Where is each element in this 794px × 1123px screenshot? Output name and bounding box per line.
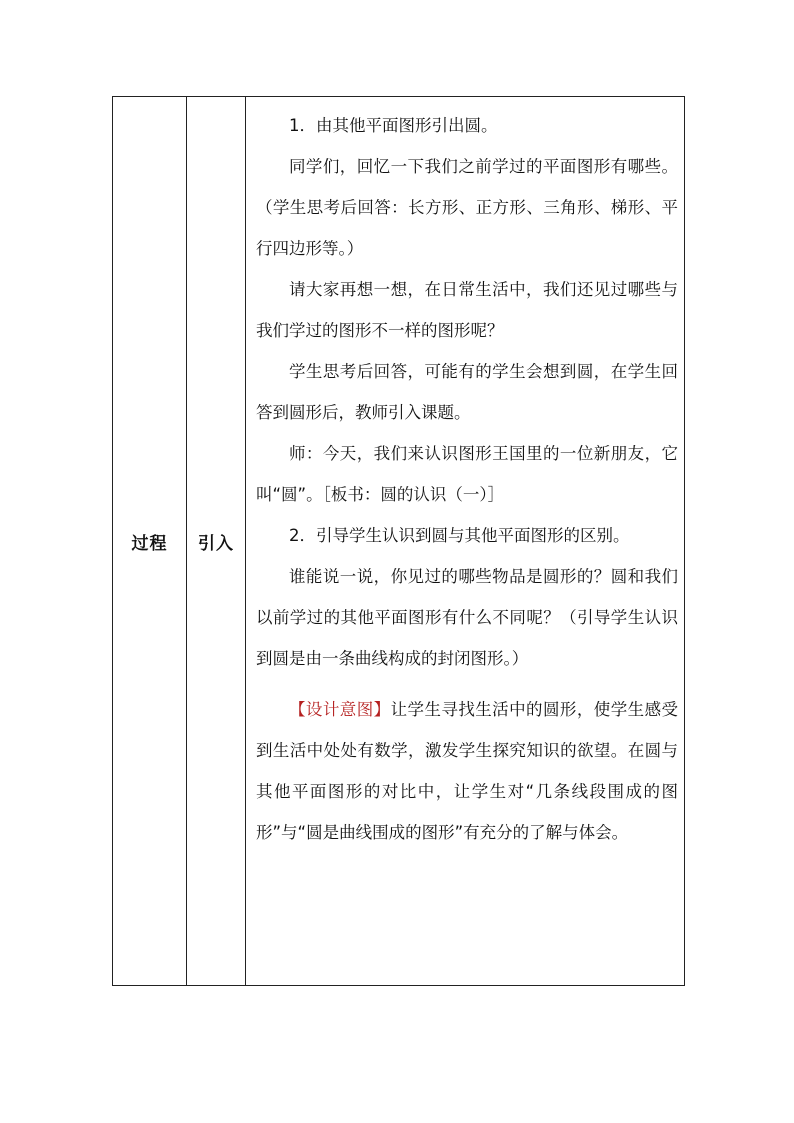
sub-stage-cell [187, 97, 246, 986]
paragraph-student-answer: 学生思考后回答，可能有的学生会想到圆，在学生回答到圆形后，教师引入课题。 [256, 362, 678, 422]
table-row [113, 97, 685, 986]
design-intent-text: 让学生寻找生活中的圆形，使学生感受到生活中处处有数学，激发学生探究知识的欲望。在圆与其他平面图形的对比中，让学生对“几条线段围成的图形”与“圆是曲线围成的图形”有充分的了解与体会。 [256, 700, 679, 842]
paragraph-think: 请大家再想一想，在日常生活中，我们还见过哪些与我们学过的图形不一样的图形呢？ [256, 280, 678, 340]
stage-label: 过程 [131, 533, 168, 554]
design-intent-tag: 【设计意图】 [289, 700, 391, 719]
step-1-heading: 1．由其他平面图形引出圆。 [289, 116, 498, 135]
content-cell [246, 97, 685, 986]
step-2-heading: 2．引导学生认识到圆与其他平面图形的区别。 [289, 526, 630, 545]
stage-cell [113, 97, 187, 986]
design-intent-paragraph [256, 689, 678, 853]
paragraph-teacher: 师：今天，我们来认识图形王国里的一位新朋友，它叫“圆”。［板书：圆的认识（一）］ [256, 444, 678, 504]
sub-stage-label: 引入 [198, 533, 234, 554]
paragraph-discussion: 谁能说一说，你见过的哪些物品是圆形的？圆和我们以前学过的其他平面图形有什么不同呢？（引导学生认识到圆是由一条曲线构成的封闭图形。） [256, 567, 678, 668]
lesson-plan-table [112, 96, 685, 986]
paragraph-recall: 同学们，回忆一下我们之前学过的平面图形有哪些。（学生思考后回答：长方形、正方形、三角形、梯形、平行四边形等。） [256, 157, 678, 258]
